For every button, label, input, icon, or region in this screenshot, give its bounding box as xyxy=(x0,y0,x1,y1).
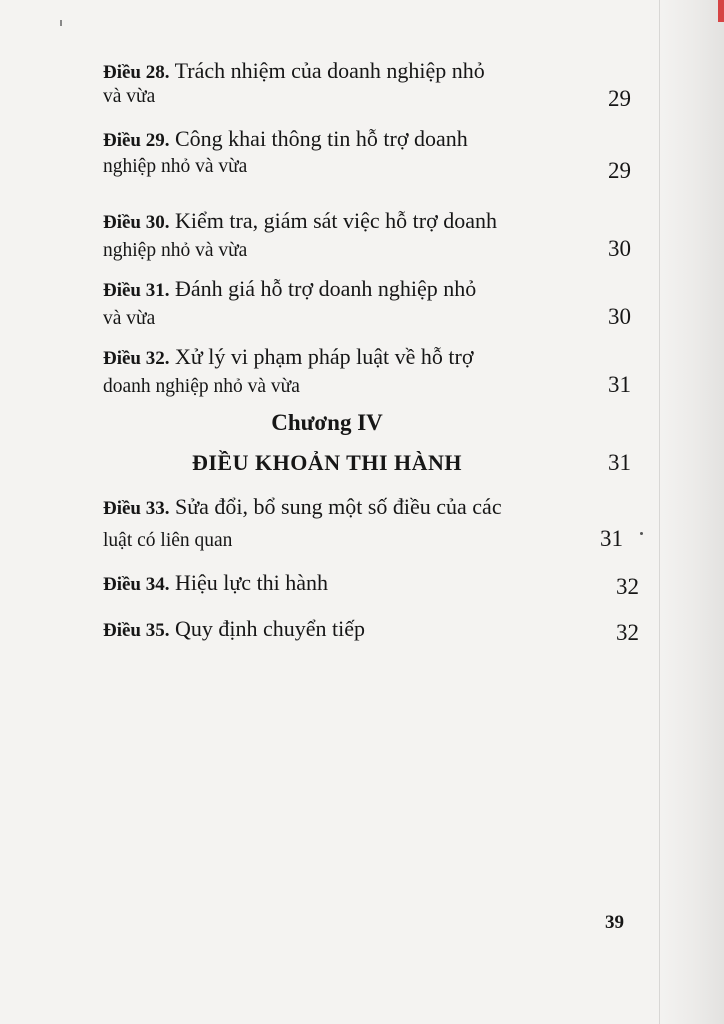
toc-entry-label: Điều 28. xyxy=(103,62,170,83)
toc-entry-title-cont: doanh nghiệp nhỏ và vừa xyxy=(103,376,300,397)
toc-entry-text xyxy=(103,342,551,402)
toc-entry-title-cont: và vừa xyxy=(103,86,156,107)
toc-entry-title-cont: nghiệp nhỏ và vừa xyxy=(103,240,248,261)
toc-entry-text xyxy=(103,56,551,112)
toc-entry-31 xyxy=(103,274,631,334)
toc-entry-title: Xử lý vi phạm pháp luật về hỗ trợ xyxy=(175,344,474,369)
toc-chapter xyxy=(103,408,631,484)
toc-entry-page: 32 xyxy=(616,574,639,599)
toc-entry-page: 31 xyxy=(608,372,631,397)
toc-entry-page: 29 xyxy=(608,158,631,183)
toc-entry-page: 30 xyxy=(608,304,631,329)
toc-entry-label: Điều 35. xyxy=(103,620,170,641)
page-edge-line xyxy=(659,0,660,1024)
red-bookmark-mark xyxy=(718,0,724,22)
toc-entry-30 xyxy=(103,206,631,266)
scan-speck xyxy=(640,532,643,535)
toc-entry-title: Hiệu lực thi hành xyxy=(175,570,329,595)
toc-entry-label: Điều 32. xyxy=(103,348,170,369)
toc-entry-title: Trách nhiệm của doanh nghiệp nhỏ xyxy=(174,58,485,83)
chapter-number: Chương IV xyxy=(271,410,383,435)
toc-entry-title-cont: nghiệp nhỏ và vừa xyxy=(103,156,248,177)
toc-entry-title: Kiểm tra, giám sát việc hỗ trợ doanh xyxy=(175,208,497,233)
toc-entry-33 xyxy=(103,492,631,556)
page-edge-shadow xyxy=(658,0,724,1024)
toc-entry-page: 31 xyxy=(600,526,623,551)
toc-entry-page: 29 xyxy=(608,86,631,111)
toc-entry-29 xyxy=(103,124,631,206)
toc-entry-page: 30 xyxy=(608,236,631,261)
toc-entry-page: 32 xyxy=(616,620,639,645)
toc-entry-32 xyxy=(103,342,631,402)
toc-entry-label: Điều 33. xyxy=(103,498,170,519)
toc-entry-text xyxy=(103,206,551,266)
chapter-page: 31 xyxy=(608,450,631,475)
scan-speck xyxy=(60,20,62,26)
toc-entry-title: Quy định chuyển tiếp xyxy=(175,616,366,641)
toc-entry-title-cont: và vừa xyxy=(103,308,156,329)
toc-entry-text xyxy=(103,568,551,600)
toc-entry-title: Sửa đổi, bổ sung một số điều của các xyxy=(175,494,502,519)
toc-entry-label: Điều 31. xyxy=(103,280,170,301)
toc-entry-text xyxy=(103,614,551,646)
toc-entry-title: Công khai thông tin hỗ trợ doanh xyxy=(175,126,468,151)
toc-entry-label: Điều 30. xyxy=(103,212,170,233)
toc-entry-label: Điều 29. xyxy=(103,130,170,151)
toc-entry-34 xyxy=(103,568,639,608)
toc-entry-title-cont: luật có liên quan xyxy=(103,530,233,551)
toc-entry-title: Đánh giá hỗ trợ doanh nghiệp nhỏ xyxy=(175,276,477,301)
toc-entry-35 xyxy=(103,614,639,654)
chapter-title: ĐIỀU KHOẢN THI HÀNH xyxy=(191,450,463,475)
table-of-contents xyxy=(103,56,639,654)
toc-entry-label: Điều 34. xyxy=(103,574,170,595)
page-number: 39 xyxy=(605,912,624,933)
toc-entry-text xyxy=(103,274,551,334)
toc-entry-28 xyxy=(103,56,631,111)
toc-entry-text xyxy=(103,124,551,182)
toc-entry-text xyxy=(103,492,551,556)
